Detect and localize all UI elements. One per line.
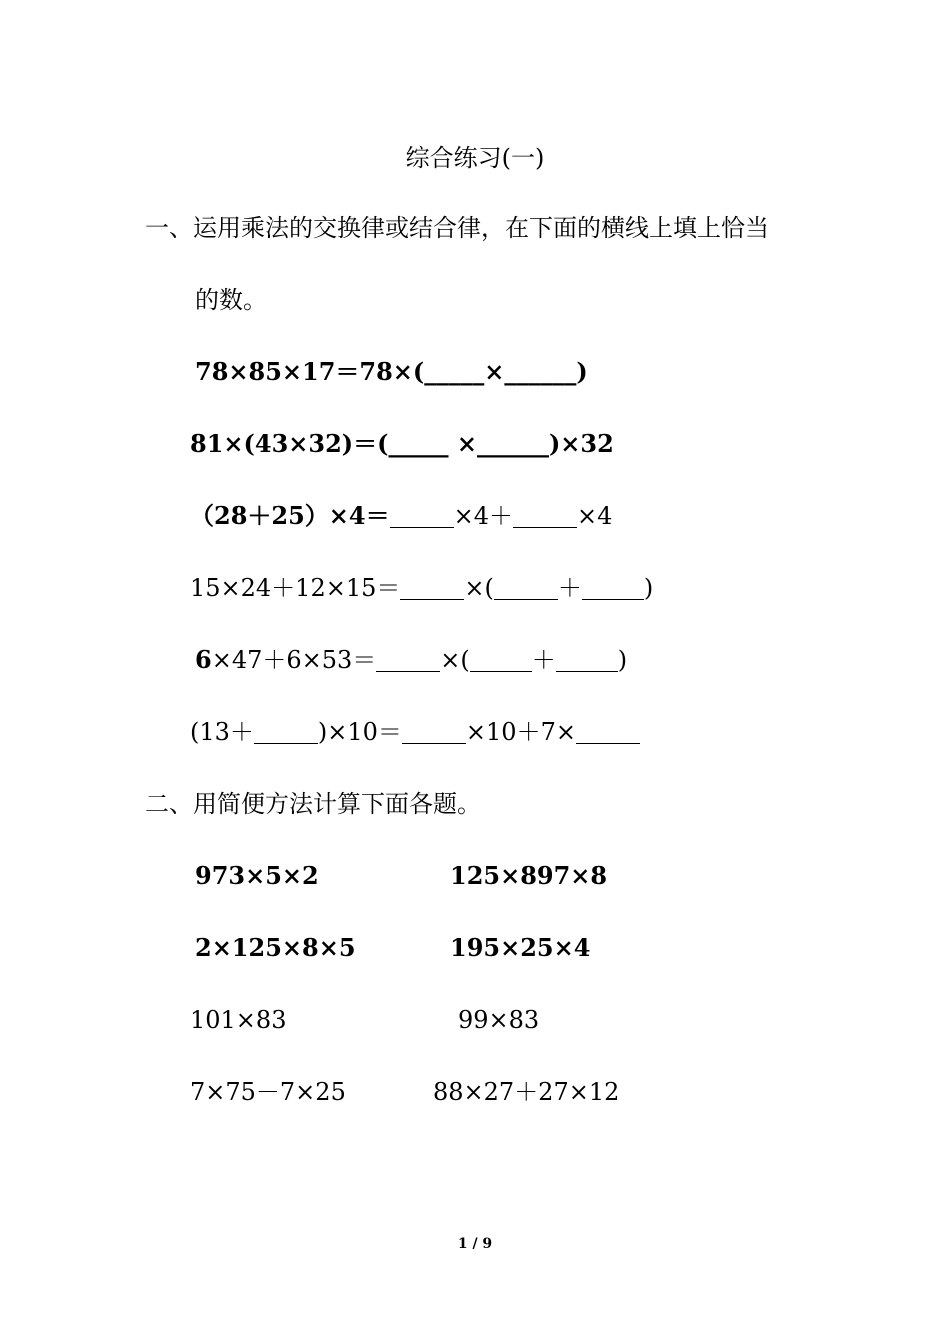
calc-item: 88×27＋27×12 [433, 1078, 620, 1106]
calc-item: 99×83 [458, 1006, 540, 1034]
answer-blank[interactable] [494, 573, 558, 600]
q5-part-b: ×47＋6×53＝ [211, 646, 377, 674]
question-2: 81×(43×32)＝(_____ ×______)×32 [190, 429, 614, 458]
calc-item: 7×75－7×25 [190, 1078, 346, 1106]
question-5 [195, 644, 627, 676]
q4-part-d: ) [643, 574, 654, 602]
page-number: 1 / 9 [457, 1236, 493, 1252]
q6-part-a: (13＋ [190, 718, 254, 746]
section2-heading: 二、用简便方法计算下面各题。 [145, 790, 481, 818]
q4-part-a: 15×24＋12×15＝ [190, 574, 401, 602]
answer-blank[interactable] [470, 645, 532, 672]
answer-blank[interactable] [376, 645, 440, 672]
calc-item: 2×125×8×5 [195, 933, 356, 962]
q3-part-a: （28＋25）×4＝ [190, 501, 390, 530]
answer-blank[interactable] [576, 717, 640, 744]
q4-part-c: ＋ [557, 574, 582, 602]
calc-item: 973×5×2 [195, 861, 319, 890]
question-1: 78×85×17＝78×(_____×______) [195, 357, 588, 386]
calc-item: 125×897×8 [450, 861, 608, 890]
calc-item: 195×25×4 [450, 933, 591, 962]
q5-part-c: ×( [440, 646, 470, 674]
answer-blank[interactable] [513, 501, 577, 528]
question-6 [190, 716, 640, 748]
answer-blank[interactable] [402, 717, 466, 744]
answer-blank[interactable] [556, 645, 618, 672]
section1-heading: 一、运用乘法的交换律或结合律，在下面的横线上填上恰当 [145, 214, 769, 242]
q3-part-b: ×4＋ [453, 502, 513, 530]
answer-blank[interactable] [582, 573, 644, 600]
page-title: 综合练习(一) [405, 144, 545, 172]
q5-part-a: 6 [195, 645, 212, 674]
section1-heading-continued: 的数。 [195, 286, 267, 314]
q6-part-b: )×10＝ [317, 718, 402, 746]
answer-blank[interactable] [254, 717, 318, 744]
calc-item: 101×83 [190, 1006, 287, 1034]
q4-part-b: ×( [464, 574, 494, 602]
answer-blank[interactable] [400, 573, 464, 600]
answer-blank[interactable] [390, 501, 454, 528]
q3-part-c: ×4 [577, 502, 613, 530]
q5-part-d: ＋ [531, 646, 556, 674]
q6-part-c: ×10＋7× [465, 718, 576, 746]
question-3 [190, 500, 612, 532]
q5-part-e: ) [617, 646, 628, 674]
question-4 [190, 572, 653, 604]
